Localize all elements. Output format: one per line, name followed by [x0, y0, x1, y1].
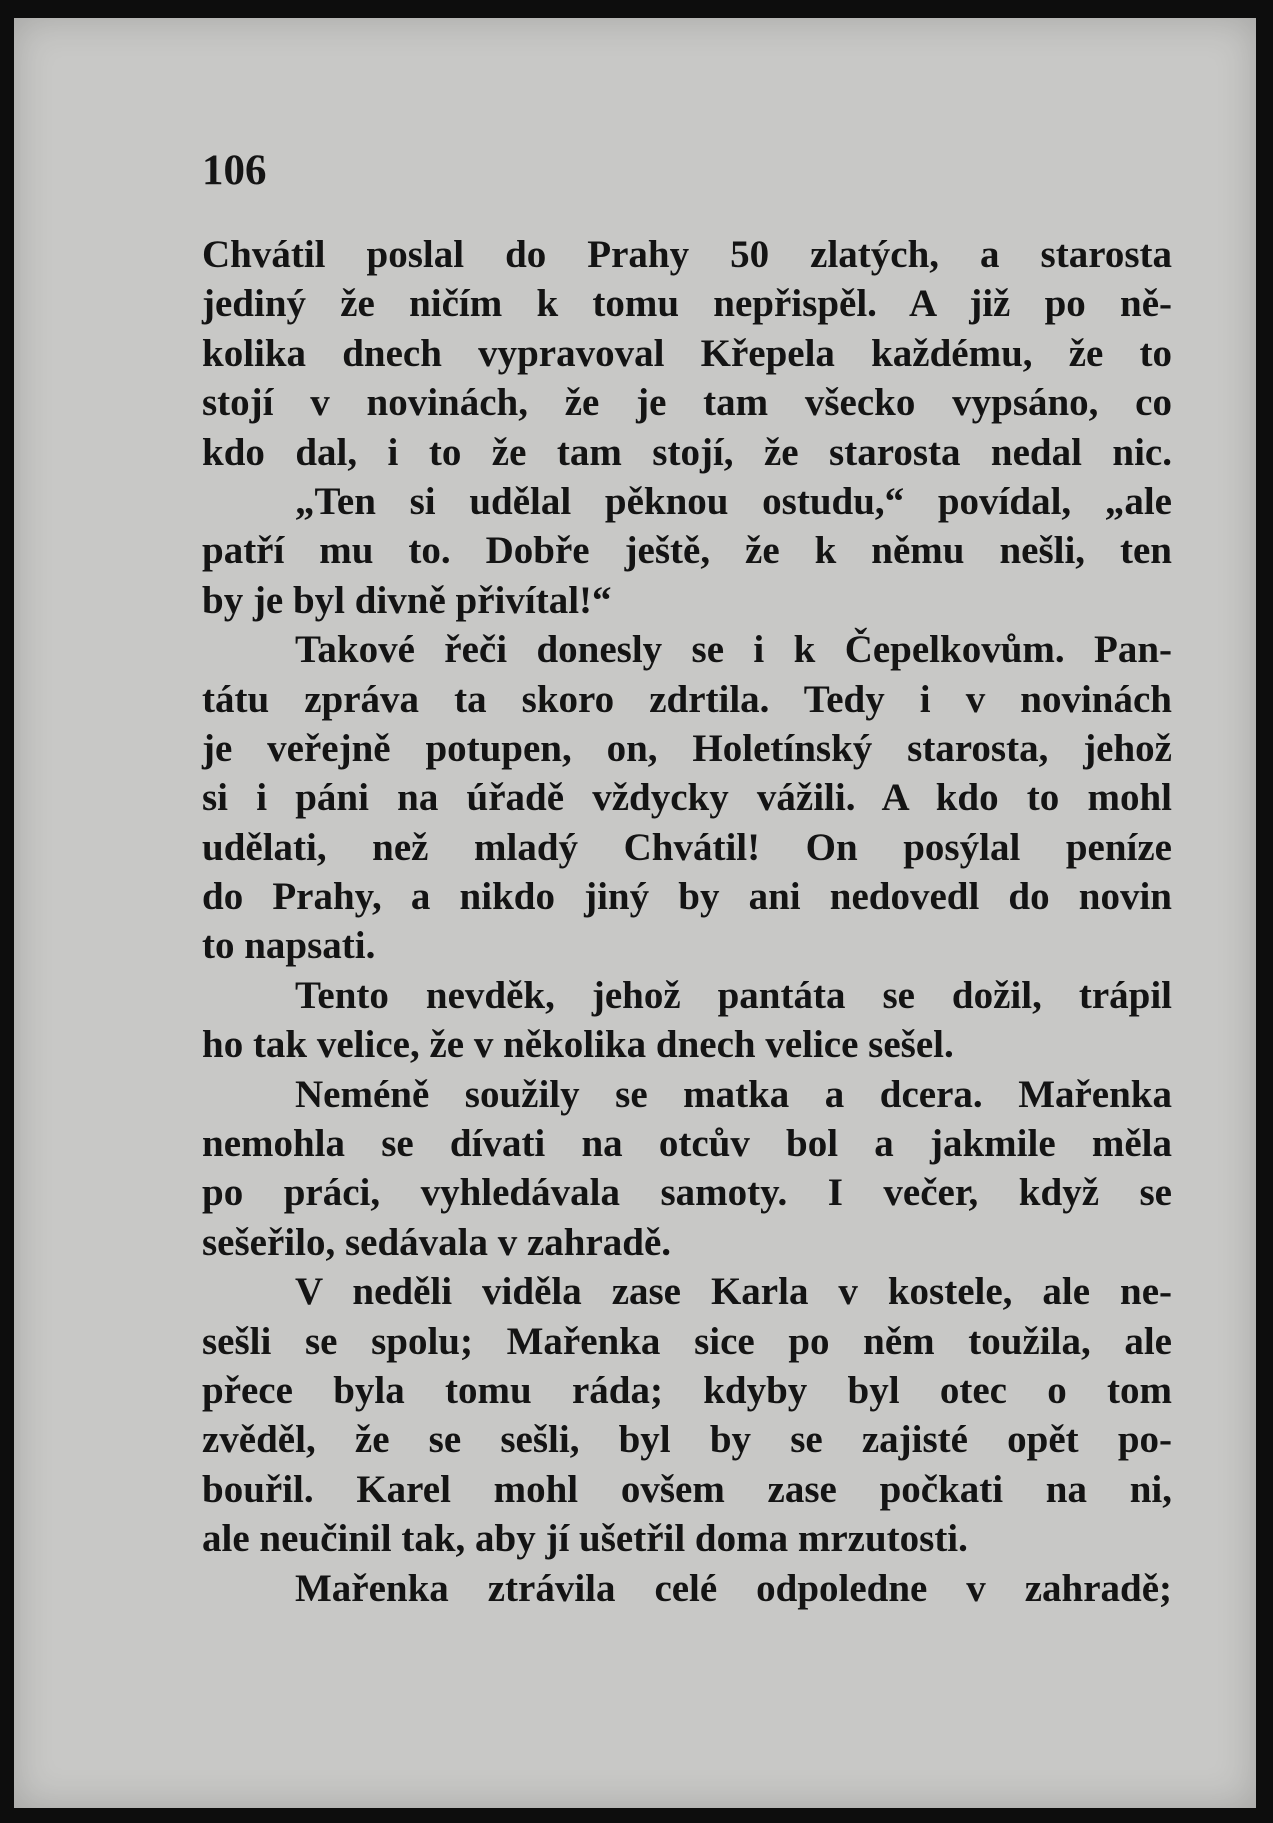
text-line: Takové řeči donesly se i k Čepelkovům. Pan-	[295, 628, 1172, 672]
text-line: patří mu to. Dobře ještě, že k němu nešli, ten	[202, 529, 1172, 573]
text-line: jediný že ničím k tomu nepřispěl. A již po ně-	[202, 282, 1172, 326]
text-line: ale neučinil tak, aby jí ušetřil doma mrzutosti.	[202, 1517, 968, 1561]
text-line: Tento nevděk, jehož pantáta se dožil, trápil	[295, 973, 1172, 1017]
body-text	[202, 230, 1172, 1613]
text-line: Neméně soužily se matka a dcera. Mařenka	[295, 1072, 1172, 1116]
text-line: si i páni na úřadě vždycky vážili. A kdo to mohl	[202, 776, 1172, 820]
text-line: sešli se spolu; Mařenka sice po něm toužila, ale	[202, 1319, 1172, 1363]
text-line: sešeřilo, sedávala v zahradě.	[202, 1220, 672, 1264]
text-line: tátu zpráva ta skoro zdrtila. Tedy i v novinách	[202, 677, 1172, 721]
text-line: „Ten si udělal pěknou ostudu,“ povídal, „ale	[295, 479, 1172, 523]
text-line: bouřil. Karel mohl ovšem zase počkati na ni,	[202, 1467, 1172, 1511]
text-line: přece byla tomu ráda; kdyby byl otec o tom	[202, 1368, 1172, 1412]
text-line: udělati, než mladý Chvátil! On posýlal peníze	[202, 825, 1172, 869]
text-line: ho tak velice, že v několika dnech velice sešel.	[202, 1023, 954, 1067]
text-line: je veřejně potupen, on, Holetínský starosta, jehož	[202, 726, 1172, 770]
text-line: stojí v novinách, že je tam všecko vypsáno, co	[202, 381, 1172, 425]
book-page	[14, 18, 1256, 1808]
text-line: nemohla se dívati na otcův bol a jakmile měla	[202, 1122, 1172, 1166]
text-line: zvěděl, že se sešli, byl by se zajisté opět po-	[202, 1418, 1172, 1462]
text-line: by je byl divně přivítal!“	[202, 578, 612, 622]
text-line: kolika dnech vypravoval Křepela každému, že to	[202, 331, 1172, 375]
text-line: Mařenka ztrávila celé odpoledne v zahradě;	[295, 1566, 1172, 1610]
text-line: kdo dal, i to že tam stojí, že starosta nedal nic.	[202, 430, 1172, 474]
page-number: 106	[202, 147, 267, 194]
text-line: Chvátil poslal do Prahy 50 zlatých, a starosta	[202, 233, 1172, 276]
text-line: V neděli viděla zase Karla v kostele, ale ne-	[295, 1270, 1172, 1314]
text-line: to napsati.	[202, 924, 376, 968]
text-line: do Prahy, a nikdo jiný by ani nedovedl do novin	[202, 875, 1172, 919]
text-line: po práci, vyhledávala samoty. I večer, když se	[202, 1171, 1172, 1215]
